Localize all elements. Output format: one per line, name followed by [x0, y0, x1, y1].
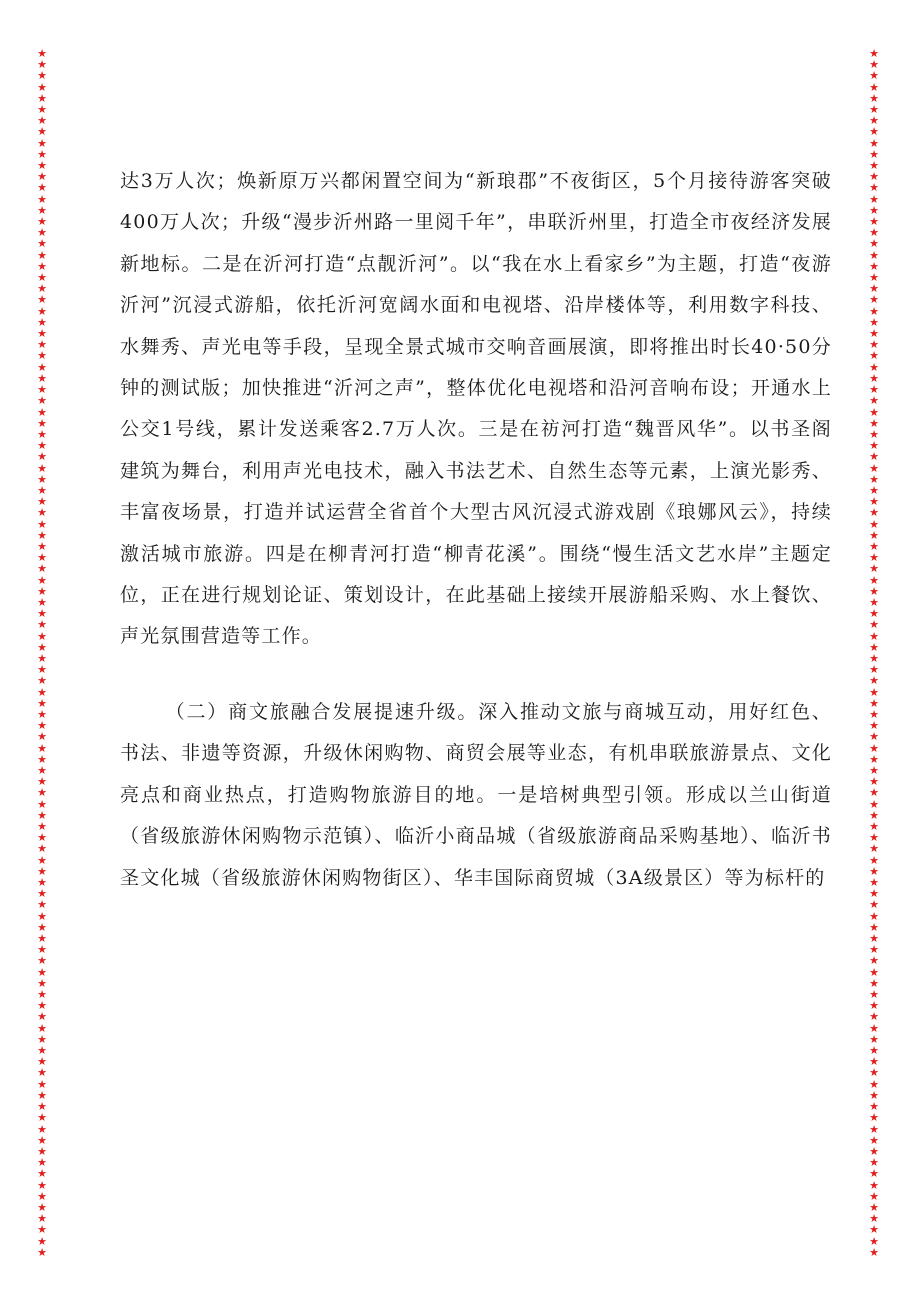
star-icon: ★ [869, 1021, 879, 1035]
star-icon: ★ [869, 360, 879, 374]
star-icon: ★ [37, 573, 47, 587]
star-icon: ★ [37, 741, 47, 755]
paragraph-commerce-culture-tourism: （二）商文旅融合发展提速升级。深入推动文旅与商城互动，用好红色、书法、非遗等资源，升级休闲购物、商贸会展等业态，有机串联旅游景点、文化亮点和商业热点，打造购物旅游目的地。一是培树典型引领。形成以兰山街道（省级旅游休闲购物示范镇）、临沂小商品城（省级旅游商品采购基地）、临沂书圣文化城（省级旅游休闲购物街区）、华丰国际商贸城（3A级景区）等为标杆的 [120, 700, 832, 889]
star-icon: ★ [37, 80, 47, 94]
star-icon: ★ [37, 1122, 47, 1136]
star-icon: ★ [869, 1044, 879, 1058]
star-icon: ★ [37, 1055, 47, 1069]
star-icon: ★ [37, 607, 47, 621]
star-icon: ★ [869, 349, 879, 363]
star-icon: ★ [37, 584, 47, 598]
star-icon: ★ [869, 1066, 879, 1080]
star-icon: ★ [37, 629, 47, 643]
star-icon: ★ [869, 1010, 879, 1024]
star-icon: ★ [869, 1144, 879, 1158]
star-icon: ★ [869, 58, 879, 72]
star-icon: ★ [869, 1032, 879, 1046]
star-icon: ★ [37, 338, 47, 352]
star-icon: ★ [37, 383, 47, 397]
star-icon: ★ [37, 349, 47, 363]
star-icon: ★ [37, 1178, 47, 1192]
star-icon: ★ [37, 371, 47, 385]
star-icon: ★ [869, 898, 879, 912]
star-icon: ★ [37, 764, 47, 777]
star-icon: ★ [869, 674, 879, 688]
star-icon: ★ [37, 125, 47, 139]
star-icon: ★ [869, 1178, 879, 1192]
document-body [120, 161, 832, 899]
paragraph-night-tourism: 达3万人次；焕新原万兴都闲置空间为“新琅郡”不夜街区，5个月接待游客突破400万人次；升级“漫步沂州路一里阅千年”，串联沂州里，打造全市夜经济发展新地标。二是在沂河打造“点靓沂河”。以“我在水上看家乡”为主题，打造“夜游沂河”沉浸式游船，依托沂河宽阔水面和电视塔、沿岸楼体等，利用数字科技、水舞秀、声光电等手段，呈现全景式城市交响音画展演，即将推出时长40·50分钟的测试版；加快推进“沂河之声”，整体优化电视塔和沿河音响布设；开通水上公交1号线，累计发送乘客2.7万人次。三是在祊河打造“魏晋风华”。以书圣阁建筑为舞台，利用声光电技术，融入书法艺术、自然生态等元素，上演光影秀、丰富夜场景，打造并试运营全省首个大型古风沉浸式游戏剧《琅娜风云》，持续激活城市旅游。四是在柳青河打造“柳青花溪”。围绕“慢生活文艺水岸”主题定位，正在进行规划论证、策划设计，在此基础上接续开展游船采购、水上餐饮、声光氛围营造等工作。 [120, 170, 832, 648]
star-icon: ★ [37, 147, 47, 161]
right-star-border [868, 48, 880, 1260]
star-icon: ★ [869, 1088, 879, 1102]
star-icon: ★ [869, 764, 879, 777]
star-icon: ★ [869, 461, 879, 475]
star-icon: ★ [869, 1100, 879, 1114]
star-icon: ★ [37, 1021, 47, 1035]
star-icon: ★ [37, 495, 47, 509]
star-icon: ★ [37, 282, 47, 296]
star-icon: ★ [37, 1100, 47, 1114]
star-icon: ★ [37, 909, 47, 923]
star-icon: ★ [869, 842, 879, 856]
star-icon: ★ [37, 517, 47, 531]
star-icon: ★ [869, 1156, 879, 1170]
star-icon: ★ [869, 48, 879, 60]
star-icon: ★ [869, 69, 879, 83]
star-icon: ★ [37, 1156, 47, 1170]
star-icon: ★ [869, 181, 879, 195]
star-icon: ★ [869, 696, 879, 710]
star-icon: ★ [869, 1234, 879, 1248]
star-icon: ★ [869, 416, 879, 430]
star-icon: ★ [37, 192, 47, 206]
star-icon: ★ [869, 932, 879, 946]
star-icon: ★ [37, 1044, 47, 1058]
star-icon: ★ [869, 562, 879, 576]
star-icon: ★ [869, 315, 879, 329]
left-star-border [36, 48, 48, 1260]
star-icon: ★ [869, 259, 879, 273]
star-icon: ★ [37, 461, 47, 475]
star-icon: ★ [869, 136, 879, 150]
star-icon: ★ [37, 69, 47, 83]
star-icon: ★ [37, 203, 47, 217]
star-icon: ★ [869, 965, 879, 979]
star-icon: ★ [37, 864, 47, 878]
star-icon: ★ [869, 584, 879, 598]
star-icon: ★ [37, 136, 47, 150]
star-icon: ★ [37, 730, 47, 744]
star-icon: ★ [37, 483, 47, 497]
star-icon: ★ [869, 999, 879, 1013]
star-icon: ★ [869, 685, 879, 699]
star-icon: ★ [37, 539, 47, 553]
star-icon: ★ [869, 808, 879, 822]
star-icon: ★ [37, 1167, 47, 1181]
star-icon: ★ [869, 405, 879, 419]
star-icon: ★ [37, 103, 47, 117]
star-icon: ★ [869, 159, 879, 173]
star-icon: ★ [869, 248, 879, 262]
star-icon: ★ [869, 483, 879, 497]
star-icon: ★ [37, 1234, 47, 1248]
star-icon: ★ [869, 1111, 879, 1125]
star-icon: ★ [37, 853, 47, 867]
star-icon: ★ [37, 1133, 47, 1147]
star-icon: ★ [869, 551, 879, 565]
star-icon: ★ [869, 170, 879, 184]
star-icon: ★ [869, 730, 879, 744]
star-icon: ★ [37, 920, 47, 934]
star-icon: ★ [869, 472, 879, 486]
star-icon: ★ [37, 506, 47, 520]
star-icon: ★ [869, 1223, 879, 1237]
star-icon: ★ [869, 338, 879, 352]
star-icon: ★ [37, 439, 47, 453]
star-icon: ★ [869, 192, 879, 206]
star-icon: ★ [37, 965, 47, 979]
star-icon: ★ [869, 607, 879, 621]
star-icon: ★ [37, 943, 47, 957]
star-icon: ★ [869, 988, 879, 1002]
star-icon: ★ [37, 719, 47, 733]
star-icon: ★ [37, 1088, 47, 1102]
star-icon: ★ [869, 215, 879, 229]
star-icon: ★ [37, 954, 47, 968]
star-icon: ★ [869, 876, 879, 890]
star-icon: ★ [37, 1066, 47, 1080]
star-icon: ★ [37, 1245, 47, 1259]
star-icon: ★ [869, 91, 879, 105]
star-icon: ★ [869, 271, 879, 285]
star-icon: ★ [869, 383, 879, 397]
star-icon: ★ [37, 618, 47, 632]
star-icon: ★ [869, 125, 879, 139]
star-icon: ★ [869, 1077, 879, 1091]
star-icon: ★ [869, 1245, 879, 1259]
star-icon: ★ [37, 237, 47, 251]
star-icon: ★ [37, 215, 47, 229]
star-icon: ★ [869, 629, 879, 643]
star-icon: ★ [37, 1189, 47, 1203]
star-icon: ★ [37, 1010, 47, 1024]
star-icon: ★ [37, 988, 47, 1002]
star-icon: ★ [869, 103, 879, 117]
star-icon: ★ [37, 685, 47, 699]
star-icon: ★ [869, 707, 879, 721]
star-icon: ★ [869, 293, 879, 307]
star-icon: ★ [869, 853, 879, 867]
star-icon: ★ [869, 954, 879, 968]
star-icon: ★ [869, 203, 879, 217]
star-icon: ★ [37, 170, 47, 184]
star-icon: ★ [869, 640, 879, 654]
star-icon: ★ [37, 707, 47, 721]
star-icon: ★ [869, 528, 879, 542]
star-icon: ★ [869, 797, 879, 811]
star-icon: ★ [869, 1133, 879, 1147]
star-icon: ★ [37, 416, 47, 430]
star-icon: ★ [37, 786, 47, 800]
star-icon: ★ [37, 752, 47, 766]
star-icon: ★ [37, 248, 47, 262]
star-icon: ★ [37, 898, 47, 912]
star-icon: ★ [37, 562, 47, 576]
star-icon: ★ [37, 528, 47, 542]
star-icon: ★ [869, 887, 879, 901]
star-icon: ★ [869, 663, 879, 677]
star-icon: ★ [869, 517, 879, 531]
star-icon: ★ [37, 876, 47, 890]
star-icon: ★ [37, 551, 47, 565]
star-icon: ★ [869, 752, 879, 766]
star-icon: ★ [37, 259, 47, 273]
star-icon: ★ [37, 696, 47, 710]
star-icon: ★ [37, 651, 47, 665]
star-icon: ★ [869, 920, 879, 934]
star-icon: ★ [37, 1144, 47, 1158]
star-icon: ★ [869, 539, 879, 553]
star-icon: ★ [869, 495, 879, 509]
star-icon: ★ [37, 405, 47, 419]
star-icon: ★ [869, 864, 879, 878]
star-icon: ★ [869, 651, 879, 665]
star-icon: ★ [869, 80, 879, 94]
star-icon: ★ [37, 1200, 47, 1214]
star-icon: ★ [37, 304, 47, 318]
star-icon: ★ [37, 1032, 47, 1046]
star-icon: ★ [869, 450, 879, 464]
star-icon: ★ [869, 226, 879, 240]
star-icon: ★ [37, 1223, 47, 1237]
star-icon: ★ [869, 304, 879, 318]
star-icon: ★ [37, 1111, 47, 1125]
star-icon: ★ [37, 159, 47, 173]
star-icon: ★ [37, 595, 47, 609]
star-icon: ★ [37, 327, 47, 341]
star-icon: ★ [37, 887, 47, 901]
star-icon: ★ [37, 360, 47, 374]
star-icon: ★ [869, 327, 879, 341]
star-icon: ★ [37, 976, 47, 990]
star-icon: ★ [37, 427, 47, 441]
star-icon: ★ [869, 371, 879, 385]
star-icon: ★ [37, 58, 47, 72]
star-icon: ★ [869, 1212, 879, 1226]
star-icon: ★ [869, 831, 879, 845]
star-icon: ★ [869, 1122, 879, 1136]
star-icon: ★ [37, 775, 47, 789]
star-icon: ★ [37, 315, 47, 329]
star-icon: ★ [869, 618, 879, 632]
star-icon: ★ [37, 842, 47, 856]
star-icon: ★ [869, 775, 879, 789]
star-icon: ★ [37, 450, 47, 464]
star-icon: ★ [37, 114, 47, 128]
star-icon: ★ [869, 237, 879, 251]
star-icon: ★ [37, 181, 47, 195]
star-icon: ★ [869, 1055, 879, 1069]
star-icon: ★ [37, 999, 47, 1013]
star-icon: ★ [869, 394, 879, 408]
star-icon: ★ [869, 1189, 879, 1203]
star-icon: ★ [37, 640, 47, 654]
star-icon: ★ [869, 282, 879, 296]
star-icon: ★ [869, 595, 879, 609]
star-icon: ★ [37, 48, 47, 60]
star-icon: ★ [869, 786, 879, 800]
star-icon: ★ [37, 1212, 47, 1226]
star-icon: ★ [37, 674, 47, 688]
star-icon: ★ [37, 1077, 47, 1091]
star-icon: ★ [37, 271, 47, 285]
star-icon: ★ [37, 472, 47, 486]
star-icon: ★ [37, 293, 47, 307]
star-icon: ★ [869, 943, 879, 957]
star-icon: ★ [37, 394, 47, 408]
star-icon: ★ [869, 147, 879, 161]
star-icon: ★ [869, 976, 879, 990]
star-icon: ★ [869, 506, 879, 520]
star-icon: ★ [37, 663, 47, 677]
star-icon: ★ [869, 719, 879, 733]
star-icon: ★ [37, 808, 47, 822]
star-icon: ★ [37, 820, 47, 834]
star-icon: ★ [869, 1167, 879, 1181]
star-icon: ★ [869, 114, 879, 128]
star-icon: ★ [37, 226, 47, 240]
star-icon: ★ [869, 427, 879, 441]
star-icon: ★ [869, 741, 879, 755]
star-icon: ★ [869, 439, 879, 453]
star-icon: ★ [37, 91, 47, 105]
star-icon: ★ [37, 797, 47, 811]
star-icon: ★ [869, 820, 879, 834]
star-icon: ★ [37, 932, 47, 946]
star-icon: ★ [869, 909, 879, 923]
star-icon: ★ [869, 1200, 879, 1214]
star-icon: ★ [869, 573, 879, 587]
star-icon: ★ [37, 831, 47, 845]
